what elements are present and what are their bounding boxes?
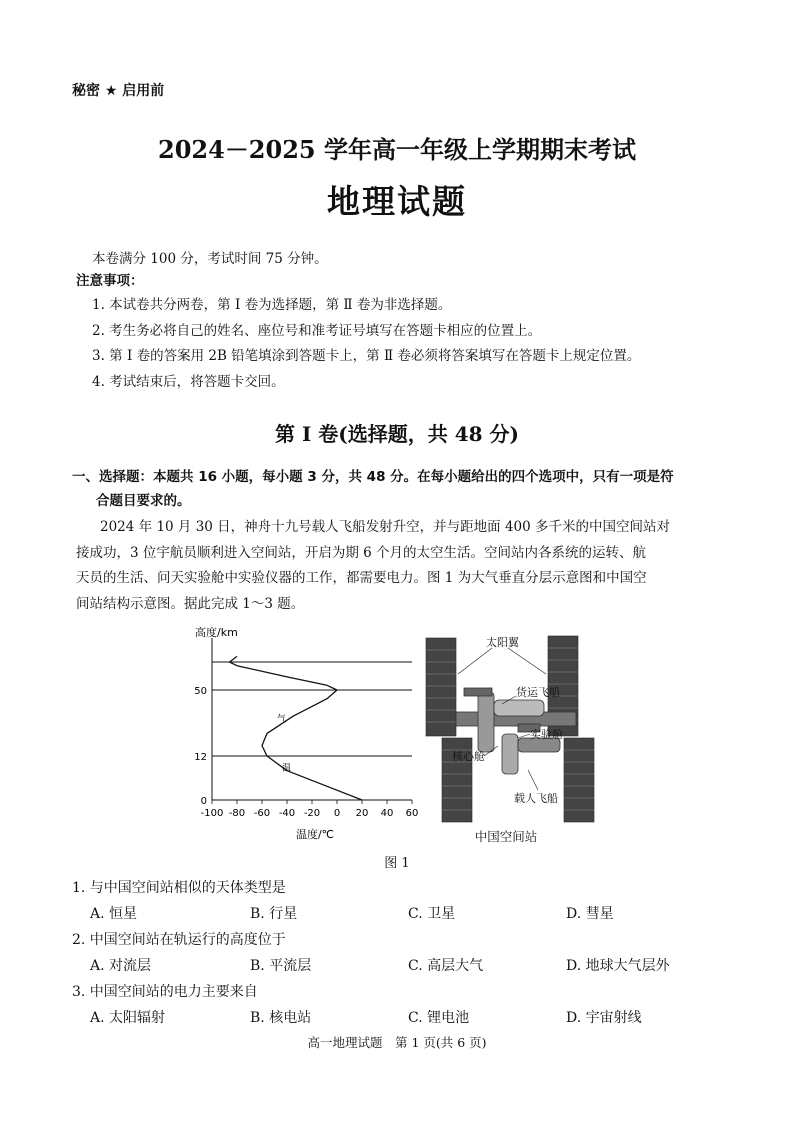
temperature-curve bbox=[230, 656, 363, 800]
question-1-option-d[interactable]: D. 彗星 bbox=[566, 906, 614, 922]
solar-wing-icon bbox=[426, 636, 594, 822]
passage-line-2: 接成功，3 位宇航员顺利进入空间站，开启为期 6 个月的太空生活。空间站内各系统的运转、航 bbox=[76, 545, 647, 561]
exam-title: 2024－2025 学年高一年级上学期期末考试 bbox=[158, 135, 636, 164]
question-3-option-a[interactable]: A. 太阳辐射 bbox=[90, 1010, 166, 1026]
question-2-option-c[interactable]: C. 高层大气 bbox=[408, 958, 484, 974]
label-core-module: 核心舱 bbox=[452, 750, 485, 763]
page-footer: 高一地理试题 第 1 页(共 6 页) bbox=[307, 1035, 487, 1050]
y-tick-label: 0 bbox=[200, 796, 207, 807]
y-tick-label: 50 bbox=[194, 686, 207, 697]
question-3-option-d[interactable]: D. 宇宙射线 bbox=[566, 1010, 642, 1026]
question-1-option-c[interactable]: C. 卫星 bbox=[408, 906, 456, 922]
atmosphere-chart bbox=[190, 620, 430, 845]
question-2-option-d[interactable]: D. 地球大气层外 bbox=[566, 958, 670, 974]
curve-label-upper: 气 bbox=[277, 714, 287, 725]
question-1-stem: 1. 与中国空间站相似的天体类型是 bbox=[72, 880, 286, 896]
label-crew-ship: 载人飞船 bbox=[514, 792, 558, 805]
section-instruction-line2: 合题目要求的。 bbox=[96, 493, 191, 509]
question-3-stem: 3. 中国空间站的电力主要来自 bbox=[72, 984, 258, 1000]
passage-line-3: 天员的生活、问天实验舱中实验仪器的工作，都需要电力。图 1 为大气垂直分层示意图和中国空 bbox=[76, 570, 647, 586]
notice-item-3: 3. 第 Ⅰ 卷的答案用 2B 铅笔填涂到答题卡上，第 Ⅱ 卷必须将答案填写在答题卡上规定位置。 bbox=[92, 348, 641, 364]
curve-label-lower: 温 bbox=[282, 763, 292, 774]
x-tick-label: -80 bbox=[228, 808, 246, 819]
space-station-diagram bbox=[418, 630, 608, 845]
x-tick-label: -60 bbox=[253, 808, 271, 819]
confidential-mark: 秘密 ★ 启用前 bbox=[72, 83, 165, 99]
question-3-option-b[interactable]: B. 核电站 bbox=[250, 1010, 312, 1026]
notice-item-4: 4. 考试结束后，将答题卡交回。 bbox=[92, 374, 285, 390]
section-instruction-line1: 一、选择题：本题共 16 小题，每小题 3 分，共 48 分。在每小题给出的四个选项中，只有一项是符 bbox=[72, 469, 674, 485]
question-2-option-b[interactable]: B. 平流层 bbox=[250, 958, 312, 974]
x-tick-label: -100 bbox=[200, 808, 224, 819]
x-tick-label: 0 bbox=[333, 808, 341, 819]
notice-item-1: 1. 本试卷共分两卷，第 Ⅰ 卷为选择题，第 Ⅱ 卷为非选择题。 bbox=[92, 297, 452, 313]
question-2-option-a[interactable]: A. 对流层 bbox=[90, 958, 152, 974]
x-tick-label: -20 bbox=[303, 808, 321, 819]
station-caption: 中国空间站 bbox=[474, 829, 538, 844]
figure-caption: 图 1 bbox=[384, 856, 410, 871]
notice-title: 注意事项： bbox=[76, 273, 144, 289]
label-lab-module: 实验舱 bbox=[530, 728, 563, 741]
question-3-option-c[interactable]: C. 锂电池 bbox=[408, 1010, 470, 1026]
subject-title: 地理试题 bbox=[327, 182, 467, 221]
question-2-stem: 2. 中国空间站在轨运行的高度位于 bbox=[72, 932, 286, 948]
question-1-option-a[interactable]: A. 恒星 bbox=[90, 906, 138, 922]
chart-xlabel: 温度/℃ bbox=[295, 828, 335, 841]
section-title: 第 Ⅰ 卷(选择题，共 48 分) bbox=[275, 422, 519, 446]
x-tick-label: 60 bbox=[405, 808, 419, 819]
score-time-note: 本卷满分 100 分，考试时间 75 分钟。 bbox=[92, 251, 328, 267]
label-solar-wing: 太阳翼 bbox=[486, 636, 519, 649]
x-tick-label: 20 bbox=[355, 808, 369, 819]
passage-line-4: 间站结构示意图。据此完成 1～3 题。 bbox=[76, 596, 305, 612]
passage-line-1: 2024 年 10 月 30 日，神舟十九号载人飞船发射升空，并与距地面 400 多千米的中国空间站对 bbox=[100, 519, 671, 535]
x-tick-label: 40 bbox=[380, 808, 394, 819]
x-tick-label: -40 bbox=[278, 808, 296, 819]
label-cargo-ship: 货运飞船 bbox=[516, 686, 560, 699]
question-1-option-b[interactable]: B. 行星 bbox=[250, 906, 298, 922]
notice-item-2: 2. 考生务必将自己的姓名、座位号和准考证号填写在答题卡相应的位置上。 bbox=[92, 323, 542, 339]
y-tick-label: 12 bbox=[194, 752, 207, 763]
chart-ylabel: 高度/km bbox=[195, 626, 238, 639]
